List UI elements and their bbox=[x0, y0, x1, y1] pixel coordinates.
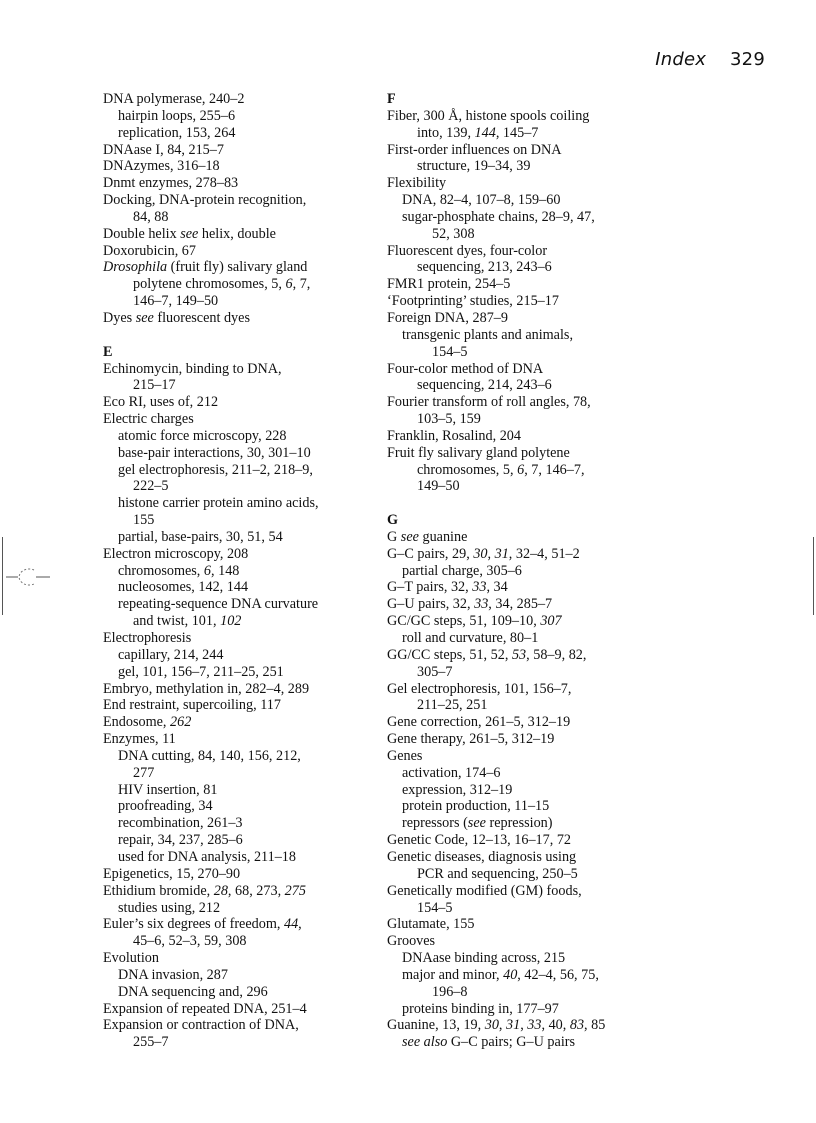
index-entry: Enzymes, 11 bbox=[103, 731, 176, 748]
index-entry: Electron microscopy, 208 bbox=[103, 545, 249, 562]
index-entry: Guanine, 13, 19, 30, 31, 33, 40, 83, 85 bbox=[387, 1017, 606, 1034]
index-entry: Euler’s six degrees of freedom, 44, bbox=[103, 916, 302, 933]
index-entry: Fiber, 300 Å, histone spools coiling bbox=[387, 107, 590, 124]
index-subentry: activation, 174–6 bbox=[402, 764, 501, 781]
index-entry: Genetic diseases, diagnosis using bbox=[387, 848, 577, 865]
index-entry: Endosome, 262 bbox=[103, 714, 192, 731]
index-subentry: expression, 312–19 bbox=[402, 781, 513, 798]
index-entry: First-order influences on DNA bbox=[387, 141, 562, 158]
index-subentry: histone carrier protein amino acids, bbox=[118, 495, 319, 512]
index-entry-continuation: 305–7 bbox=[417, 663, 453, 680]
index-subentry: DNA sequencing and, 296 bbox=[118, 983, 268, 1000]
index-entry-continuation: 154–5 bbox=[417, 899, 453, 916]
index-entry-continuation: 222–5 bbox=[133, 478, 169, 495]
index-subentry: protein production, 11–15 bbox=[402, 798, 550, 815]
running-head bbox=[655, 49, 765, 70]
index-entry-continuation: 215–17 bbox=[133, 377, 176, 394]
index-subentry: atomic force microscopy, 228 bbox=[118, 427, 287, 444]
index-entry: Genetic Code, 12–13, 16–17, 72 bbox=[387, 832, 572, 849]
index-subentry: DNA, 82–4, 107–8, 159–60 bbox=[402, 192, 561, 209]
index-column-left bbox=[103, 91, 373, 1051]
index-subentry: HIV insertion, 81 bbox=[118, 781, 218, 798]
index-subentry: partial charge, 305–6 bbox=[402, 562, 522, 579]
index-subentry: base-pair interactions, 30, 301–10 bbox=[118, 444, 311, 461]
index-entry: G–U pairs, 32, 33, 34, 285–7 bbox=[387, 596, 553, 613]
index-entry: Gel electrophoresis, 101, 156–7, bbox=[387, 680, 572, 697]
index-entry: DNAzymes, 316–18 bbox=[103, 158, 220, 175]
index-subentry: partial, base-pairs, 30, 51, 54 bbox=[118, 528, 283, 545]
section-letter: F bbox=[387, 91, 396, 107]
index-entry-continuation: 146–7, 149–50 bbox=[133, 293, 219, 310]
index-entry: Expansion or contraction of DNA, bbox=[103, 1017, 299, 1034]
index-entry: Fourier transform of roll angles, 78, bbox=[387, 394, 591, 411]
index-entry-continuation: 211–25, 251 bbox=[417, 697, 488, 714]
index-entry: Ethidium bromide, 28, 68, 273, 275 bbox=[103, 882, 306, 899]
index-entry-continuation: polytene chromosomes, 5, 6, 7, bbox=[133, 276, 311, 293]
index-entry: Dyes see fluorescent dyes bbox=[103, 309, 250, 326]
index-entry: G–T pairs, 32, 33, 34 bbox=[387, 579, 508, 596]
index-entry-continuation: sequencing, 213, 243–6 bbox=[417, 259, 552, 276]
index-entry-continuation: chromosomes, 5, 6, 7, 146–7, bbox=[417, 461, 585, 478]
index-entry-continuation: PCR and sequencing, 250–5 bbox=[417, 865, 578, 882]
index-subentry: sugar-phosphate chains, 28–9, 47, bbox=[402, 208, 595, 225]
index-entry: Fluorescent dyes, four-color bbox=[387, 242, 548, 259]
index-entry: Echinomycin, binding to DNA, bbox=[103, 360, 282, 377]
index-entry: Dnmt enzymes, 278–83 bbox=[103, 175, 239, 192]
index-subentry: DNAase binding across, 215 bbox=[402, 950, 566, 967]
index-entry: Doxorubicin, 67 bbox=[103, 242, 196, 259]
index-entry: GC/GC steps, 51, 109–10, 307 bbox=[387, 613, 562, 630]
index-subentry: repeating-sequence DNA curvature bbox=[118, 596, 319, 613]
index-subentry: roll and curvature, 80–1 bbox=[402, 630, 539, 646]
index-subentry: gel electrophoresis, 211–2, 218–9, bbox=[118, 461, 313, 478]
index-entry: Franklin, Rosalind, 204 bbox=[387, 427, 521, 444]
index-subentry: chromosomes, 6, 148 bbox=[118, 562, 240, 579]
index-subentry: DNA invasion, 287 bbox=[118, 966, 228, 983]
index-subentry: studies using, 212 bbox=[118, 899, 221, 916]
index-subentry: major and minor, 40, 42–4, 56, 75, bbox=[402, 966, 599, 983]
index-subentry: replication, 153, 264 bbox=[118, 124, 236, 141]
index-entry: Foreign DNA, 287–9 bbox=[387, 309, 508, 326]
index-subentry-continuation: 52, 308 bbox=[432, 225, 475, 242]
crop-mark-right-vertical bbox=[813, 537, 814, 615]
index-entry-continuation: 277 bbox=[133, 764, 155, 781]
index-entry: Flexibility bbox=[387, 175, 447, 192]
index-subentry: proofreading, 34 bbox=[118, 798, 213, 815]
index-subentry: used for DNA analysis, 211–18 bbox=[118, 848, 296, 865]
index-entry: Expansion of repeated DNA, 251–4 bbox=[103, 1000, 307, 1017]
index-subentry: see also G–C pairs; G–U pairs bbox=[402, 1034, 576, 1051]
index-entry: DNAase I, 84, 215–7 bbox=[103, 141, 224, 158]
index-entry: Fruit fly salivary gland polytene bbox=[387, 444, 570, 461]
index-subentry-continuation: 154–5 bbox=[432, 343, 468, 360]
index-entry: Epigenetics, 15, 270–90 bbox=[103, 865, 241, 882]
index-subentry: repair, 34, 237, 285–6 bbox=[118, 832, 243, 849]
index-entry-continuation: 84, 88 bbox=[133, 208, 169, 225]
index-entry-continuation: into, 139, 144, 145–7 bbox=[417, 124, 539, 141]
index-entry: Evolution bbox=[103, 950, 159, 967]
index-entry: Double helix see helix, double bbox=[103, 225, 276, 242]
index-subentry: DNA cutting, 84, 140, 156, 212, bbox=[118, 747, 301, 764]
index-entry-continuation: 149–50 bbox=[417, 478, 460, 495]
registration-mark-icon bbox=[6, 566, 50, 588]
index-entry: ‘Footprinting’ studies, 215–17 bbox=[387, 293, 559, 310]
index-entry: Drosophila (fruit fly) salivary gland bbox=[103, 259, 308, 276]
running-head-title: Index bbox=[655, 49, 707, 70]
index-entry: Genetically modified (GM) foods, bbox=[387, 882, 582, 899]
index-entry: GG/CC steps, 51, 52, 53, 58–9, 82, bbox=[387, 646, 587, 663]
index-entry: Gene correction, 261–5, 312–19 bbox=[387, 714, 571, 731]
index-entry: End restraint, supercoiling, 117 bbox=[103, 697, 281, 714]
index-entry: G see guanine bbox=[387, 528, 468, 545]
index-entry: Embryo, methylation in, 282–4, 289 bbox=[103, 680, 310, 697]
index-entry: Grooves bbox=[387, 933, 436, 950]
index-entry-continuation: structure, 19–34, 39 bbox=[417, 158, 531, 175]
index-entry-continuation: 255–7 bbox=[133, 1034, 169, 1051]
index-entry: DNA polymerase, 240–2 bbox=[103, 91, 245, 107]
section-gap bbox=[103, 327, 373, 344]
section-gap bbox=[387, 495, 657, 512]
index-entry: Eco RI, uses of, 212 bbox=[103, 394, 219, 411]
index-entry: Electrophoresis bbox=[103, 630, 192, 646]
index-subentry: gel, 101, 156–7, 211–25, 251 bbox=[118, 663, 284, 680]
index-entry-continuation: and twist, 101, 102 bbox=[133, 613, 242, 630]
index-subentry: capillary, 214, 244 bbox=[118, 646, 224, 663]
index-subentry: transgenic plants and animals, bbox=[402, 326, 573, 343]
index-subentry: recombination, 261–3 bbox=[118, 815, 243, 832]
crop-mark-left-vertical bbox=[2, 537, 3, 615]
index-subentry: nucleosomes, 142, 144 bbox=[118, 579, 249, 596]
index-subentry: repressors (see repression) bbox=[402, 815, 553, 832]
index-entry: FMR1 protein, 254–5 bbox=[387, 276, 511, 293]
index-column-right bbox=[387, 91, 657, 1051]
index-subentry-continuation: 196–8 bbox=[432, 983, 468, 1000]
index-entry-continuation: 45–6, 52–3, 59, 308 bbox=[133, 933, 247, 950]
index-entry-continuation: sequencing, 214, 243–6 bbox=[417, 377, 552, 394]
index-entry-continuation: 155 bbox=[133, 512, 155, 529]
index-subentry: proteins binding in, 177–97 bbox=[402, 1000, 559, 1017]
section-letter: E bbox=[103, 343, 113, 360]
index-entry: G–C pairs, 29, 30, 31, 32–4, 51–2 bbox=[387, 545, 580, 562]
index-entry: Four-color method of DNA bbox=[387, 360, 544, 377]
index-entry-continuation: 103–5, 159 bbox=[417, 411, 481, 428]
index-entry: Glutamate, 155 bbox=[387, 916, 475, 933]
index-entry: Gene therapy, 261–5, 312–19 bbox=[387, 731, 555, 748]
index-subentry: hairpin loops, 255–6 bbox=[118, 107, 236, 124]
page-number: 329 bbox=[730, 49, 765, 70]
section-letter: G bbox=[387, 512, 399, 529]
index-entry: Electric charges bbox=[103, 411, 194, 428]
index-entry: Docking, DNA-protein recognition, bbox=[103, 192, 307, 209]
index-entry: Genes bbox=[387, 747, 423, 764]
